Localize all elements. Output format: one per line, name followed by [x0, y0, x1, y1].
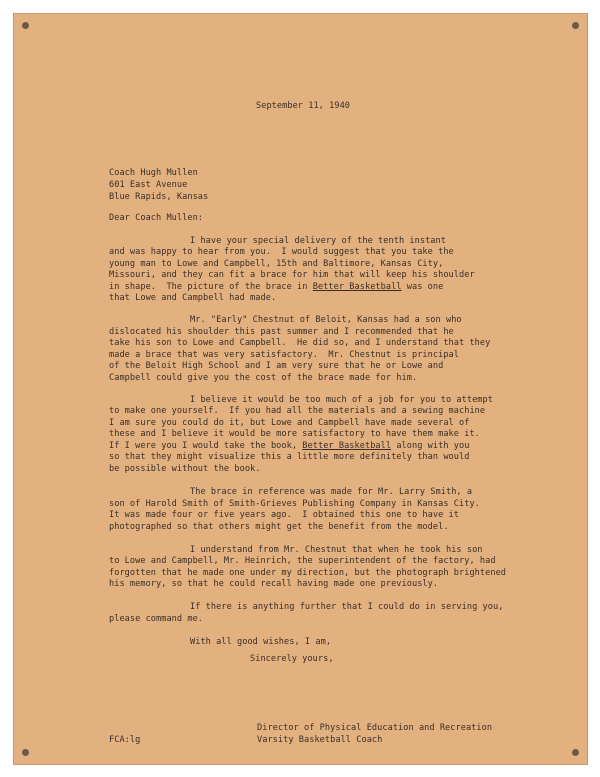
closing-wishes: With all good wishes, I am,	[190, 637, 332, 647]
recipient-name: Coach Hugh Mullen	[109, 168, 198, 178]
para1-line: and was happy to hear from you. I would suggest that you take the	[109, 247, 454, 257]
para3-line: to make one yourself. If you had all the materials and a sewing machine	[109, 406, 486, 416]
letter-page	[13, 13, 588, 765]
tack-hole	[572, 749, 579, 756]
para4-line: It was made four or five years ago. I obtained this one to have it	[109, 510, 459, 520]
para3-line: I am sure you could do it, but Lowe and Campbell have made several of	[109, 418, 470, 428]
para4-line: photographed so that others might get the benefit from the model.	[109, 522, 449, 532]
book-title: Better Basketball	[312, 282, 402, 292]
para3-line: I believe it would be too much of a job for you to attempt	[190, 395, 493, 405]
para5-line: to Lowe and Campbell, Mr. Heinrich, the superintendent of the factory, had	[109, 556, 496, 566]
para2-line: Campbell could give you the cost of the brace made for him.	[109, 373, 418, 383]
para5-line: I understand from Mr. Chestnut that when he took his son	[190, 545, 483, 555]
para1-line: Missouri, and they can fit a brace for him that will keep his shoulder	[109, 270, 475, 280]
letter-date: September 11, 1940	[256, 101, 351, 111]
typist-initials: FCA:lg	[109, 735, 141, 745]
para1-line: young man to Lowe and Campbell, 15th and Baltimore, Kansas City,	[109, 259, 444, 269]
tack-hole	[572, 22, 579, 29]
para3-line: be possible without the book.	[109, 464, 261, 474]
tack-hole	[22, 749, 29, 756]
para2-line: dislocated his shoulder this past summer and I recommended that he	[109, 327, 454, 337]
recipient-street: 601 East Avenue	[109, 180, 188, 190]
para2-line: made a brace that was very satisfactory. Mr. Chestnut is principal	[109, 350, 459, 360]
signer-title: Director of Physical Education and Recreation	[257, 723, 493, 733]
para4-line: The brace in reference was made for Mr. Larry Smith, a	[190, 487, 473, 497]
para1-line: that Lowe and Campbell had made.	[109, 293, 277, 303]
para2-line: Mr. "Early" Chestnut of Beloit, Kansas had a son who	[190, 315, 462, 325]
para1-line: I have your special delivery of the tenth instant	[190, 236, 446, 246]
book-title: Better Basketball	[302, 441, 392, 451]
para3-line: If I were you I would take the book, Better Basketball along with you	[109, 441, 470, 451]
para3-line: so that they might visualize this a little more definitely than would	[109, 452, 470, 462]
tack-hole	[22, 22, 29, 29]
para6-line: please command me.	[109, 614, 204, 624]
closing-signoff: Sincerely yours,	[250, 654, 334, 664]
para2-line: of the Beloit High School and I am very sure that he or Lowe and	[109, 361, 444, 371]
para3-line: these and I believe it would be more satisfactory to have them make it.	[109, 429, 480, 439]
para2-line: take his son to Lowe and Campbell. He did so, and I understand that they	[109, 338, 491, 348]
para5-line: his memory, so that he could recall having made one previously.	[109, 579, 439, 589]
recipient-city: Blue Rapids, Kansas	[109, 192, 209, 202]
signer-title: Varsity Basketball Coach	[257, 735, 383, 745]
para6-line: If there is anything further that I could do in serving you,	[190, 602, 504, 612]
para5-line: forgotten that he made one under my direction, but the photograph brightened	[109, 568, 507, 578]
para1-line: in shape. The picture of the brace in Better Basketball was one	[109, 282, 444, 292]
para4-line: son of Harold Smith of Smith-Grieves Publishing Company in Kansas City.	[109, 499, 480, 509]
salutation: Dear Coach Mullen:	[109, 213, 204, 223]
